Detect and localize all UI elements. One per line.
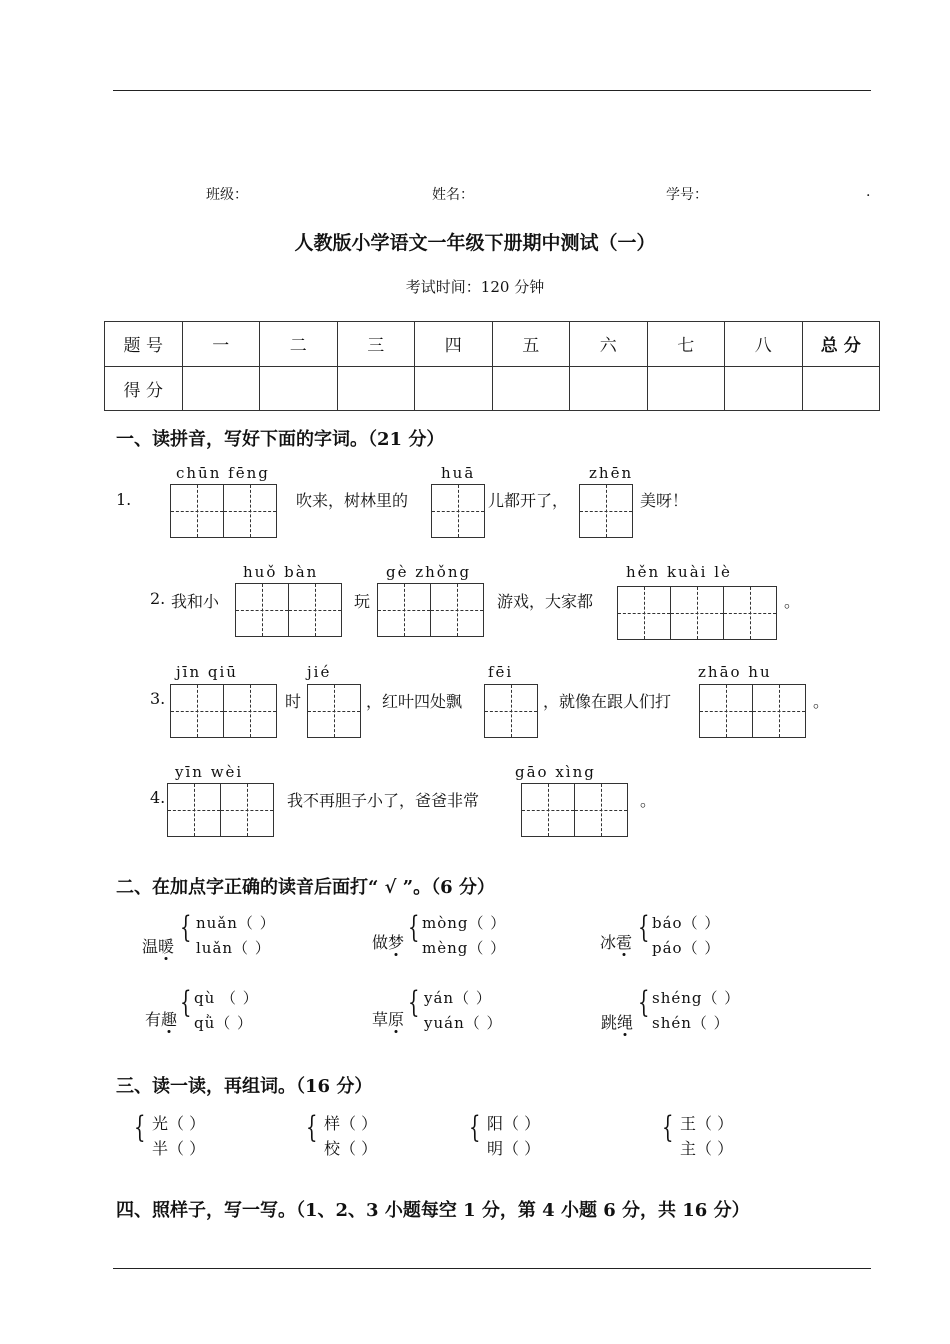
q3-pinyin-4: zhāo hu xyxy=(698,663,772,681)
s2-word-3 xyxy=(600,930,632,953)
q1-pinyin-3: zhēn xyxy=(589,464,634,482)
q2-writing-grid-2[interactable] xyxy=(377,583,484,637)
q3-text-3: ，就像在跟人们打 xyxy=(543,692,672,711)
score-table xyxy=(104,321,880,411)
q4-pinyin-1: yīn wèi xyxy=(175,763,244,781)
brace: { xyxy=(638,985,650,1020)
q2-number: 2. xyxy=(150,589,166,608)
s2-word-4-char: 有 xyxy=(145,1010,162,1029)
s2-opt-5b[interactable]: yuán（ ） xyxy=(424,1014,503,1032)
s2-opt-3b[interactable]: páo（ ） xyxy=(652,939,721,957)
brace: { xyxy=(306,1110,318,1145)
score-header-1: 一 xyxy=(182,322,260,367)
s2-word-3-char: 冰 xyxy=(600,933,617,952)
brace: { xyxy=(408,910,420,945)
s2-word-4 xyxy=(145,1007,177,1030)
q2-writing-grid-1[interactable] xyxy=(235,583,342,637)
name-label: 姓名： xyxy=(432,187,474,203)
s2-word-4-dotted-char: 趣 xyxy=(161,1010,178,1029)
q2-pinyin-2: gè zhǒng xyxy=(386,563,472,581)
q2-text-0: 我和小 xyxy=(171,592,220,611)
score-cell[interactable] xyxy=(260,366,338,411)
q3-text-4: 。 xyxy=(813,692,830,711)
s2-word-2-char: 做 xyxy=(372,933,389,952)
q1-text-2: 儿都开了， xyxy=(488,491,569,510)
q4-text-1: 我不再胆子小了，爸爸非常 xyxy=(287,791,480,810)
section3-title: 三、读一读，再组词。（16 分） xyxy=(116,1076,373,1097)
s2-opt-4a[interactable]: qù （ ） xyxy=(194,989,259,1007)
score-cell[interactable] xyxy=(725,366,803,411)
q3-writing-grid-3[interactable] xyxy=(484,684,538,738)
s2-word-3-dotted-char: 雹 xyxy=(616,933,633,952)
section2-title: 二、在加点字正确的读音后面打“ √ ”。（6 分） xyxy=(116,877,495,898)
q2-pinyin-1: huǒ bàn xyxy=(243,563,319,581)
score-table-header-row xyxy=(105,322,880,367)
s2-word-2-dotted-char: 梦 xyxy=(388,933,405,952)
s3-pair-4b[interactable]: 主（ ） xyxy=(680,1139,734,1158)
brace: { xyxy=(180,985,192,1020)
q4-number: 4. xyxy=(150,788,166,807)
score-table-score-row xyxy=(105,366,880,411)
s3-pair-3a[interactable]: 阳（ ） xyxy=(487,1114,541,1133)
score-header-7: 七 xyxy=(647,322,725,367)
score-cell[interactable] xyxy=(492,366,570,411)
s2-opt-2a[interactable]: mòng（ ） xyxy=(422,914,507,932)
q2-pinyin-3: hěn kuài lè xyxy=(626,563,732,581)
brace: { xyxy=(408,985,420,1020)
score-header-label: 题 号 xyxy=(105,322,183,367)
q3-pinyin-2: jié xyxy=(307,663,332,681)
s2-word-1-dotted-char: 暖 xyxy=(158,937,175,956)
score-header-5: 五 xyxy=(492,322,570,367)
s3-pair-3b[interactable]: 明（ ） xyxy=(487,1139,541,1158)
q3-text-1: 时 xyxy=(285,692,302,711)
score-row-label: 得 分 xyxy=(105,366,183,411)
s2-word-5-char: 草 xyxy=(372,1010,389,1029)
q3-pinyin-3: fēi xyxy=(488,663,514,681)
s2-opt-1b[interactable]: luǎn（ ） xyxy=(196,939,271,957)
score-cell[interactable] xyxy=(415,366,493,411)
q1-text-3: 美呀！ xyxy=(640,491,689,510)
page-title: 人教版小学语文一年级下册期中测试（一） xyxy=(294,232,656,254)
exam-time: 考试时间：120 分钟 xyxy=(405,278,545,296)
q1-pinyin-1: chūn fēng xyxy=(176,464,270,482)
s2-word-2 xyxy=(372,930,404,953)
s2-word-5-dotted-char: 原 xyxy=(388,1010,405,1029)
s2-word-5 xyxy=(372,1007,404,1030)
q3-writing-grid-4[interactable] xyxy=(699,684,806,738)
score-header-8: 八 xyxy=(725,322,803,367)
class-label: 班级： xyxy=(206,187,248,203)
score-cell[interactable] xyxy=(182,366,260,411)
s2-word-6-char: 跳 xyxy=(601,1013,618,1032)
q3-pinyin-1: jīn qiū xyxy=(176,663,238,681)
q1-pinyin-2: huā xyxy=(441,464,476,482)
q4-writing-grid-2[interactable] xyxy=(521,783,628,837)
section1-title: 一、读拼音，写好下面的字词。（21 分） xyxy=(116,429,445,450)
s2-opt-1a[interactable]: nuǎn（ ） xyxy=(196,914,276,932)
q1-number: 1. xyxy=(116,490,132,509)
q3-number: 3. xyxy=(150,689,166,708)
q4-pinyin-2: gāo xìng xyxy=(515,763,596,781)
q3-writing-grid-2[interactable] xyxy=(307,684,361,738)
s2-opt-3a[interactable]: báo（ ） xyxy=(652,914,721,932)
s2-opt-6b[interactable]: shén（ ） xyxy=(652,1014,730,1032)
s3-pair-4a[interactable]: 王（ ） xyxy=(680,1114,734,1133)
s3-pair-2b[interactable]: 校（ ） xyxy=(324,1139,378,1158)
student-id-label: 学号： xyxy=(666,187,708,203)
score-cell[interactable] xyxy=(802,366,880,411)
q2-writing-grid-3[interactable] xyxy=(617,586,777,640)
brace: { xyxy=(469,1110,481,1145)
q1-writing-grid-2[interactable] xyxy=(431,484,485,538)
q2-text-2: 游戏，大家都 xyxy=(497,592,594,611)
q3-text-2: ，红叶四处飘 xyxy=(366,692,463,711)
s2-opt-2b[interactable]: mèng（ ） xyxy=(422,939,507,957)
s2-opt-5a[interactable]: yán（ ） xyxy=(424,989,492,1007)
s3-pair-2a[interactable]: 样（ ） xyxy=(324,1114,378,1133)
s2-word-6-dotted-char: 绳 xyxy=(617,1013,634,1032)
end-mark: . xyxy=(866,184,871,200)
bottom-rule xyxy=(113,1268,871,1269)
score-cell[interactable] xyxy=(337,366,415,411)
score-header-total: 总 分 xyxy=(802,322,880,367)
score-cell[interactable] xyxy=(647,366,725,411)
s3-pair-1a[interactable]: 光（ ） xyxy=(152,1114,206,1133)
q4-text-2: 。 xyxy=(640,791,657,810)
s2-opt-4b[interactable]: qǜ（ ） xyxy=(194,1014,254,1032)
brace: { xyxy=(662,1110,674,1145)
brace: { xyxy=(638,910,650,945)
top-rule xyxy=(113,90,871,91)
s2-word-1-char: 温 xyxy=(142,937,159,956)
q4-writing-grid-1[interactable] xyxy=(167,783,274,837)
q1-writing-grid-3[interactable] xyxy=(579,484,633,538)
s2-opt-6a[interactable]: shéng（ ） xyxy=(652,989,741,1007)
brace: { xyxy=(134,1110,146,1145)
s2-word-6 xyxy=(601,1010,633,1033)
s2-word-1 xyxy=(142,934,174,957)
score-header-2: 二 xyxy=(260,322,338,367)
q2-text-3: 。 xyxy=(784,592,801,611)
s3-pair-1b[interactable]: 半（ ） xyxy=(152,1139,206,1158)
q1-text-1: 吹来，树林里的 xyxy=(296,491,409,510)
score-cell[interactable] xyxy=(570,366,648,411)
section4-title: 四、照样子，写一写。（1、2、3 小题每空 1 分，第 4 小题 6 分，共 16 分） xyxy=(116,1200,750,1221)
q1-writing-grid-1[interactable] xyxy=(170,484,277,538)
score-header-3: 三 xyxy=(337,322,415,367)
brace: { xyxy=(180,910,192,945)
q2-text-1: 玩 xyxy=(354,592,371,611)
score-header-6: 六 xyxy=(570,322,648,367)
q3-writing-grid-1[interactable] xyxy=(170,684,277,738)
score-header-4: 四 xyxy=(415,322,493,367)
